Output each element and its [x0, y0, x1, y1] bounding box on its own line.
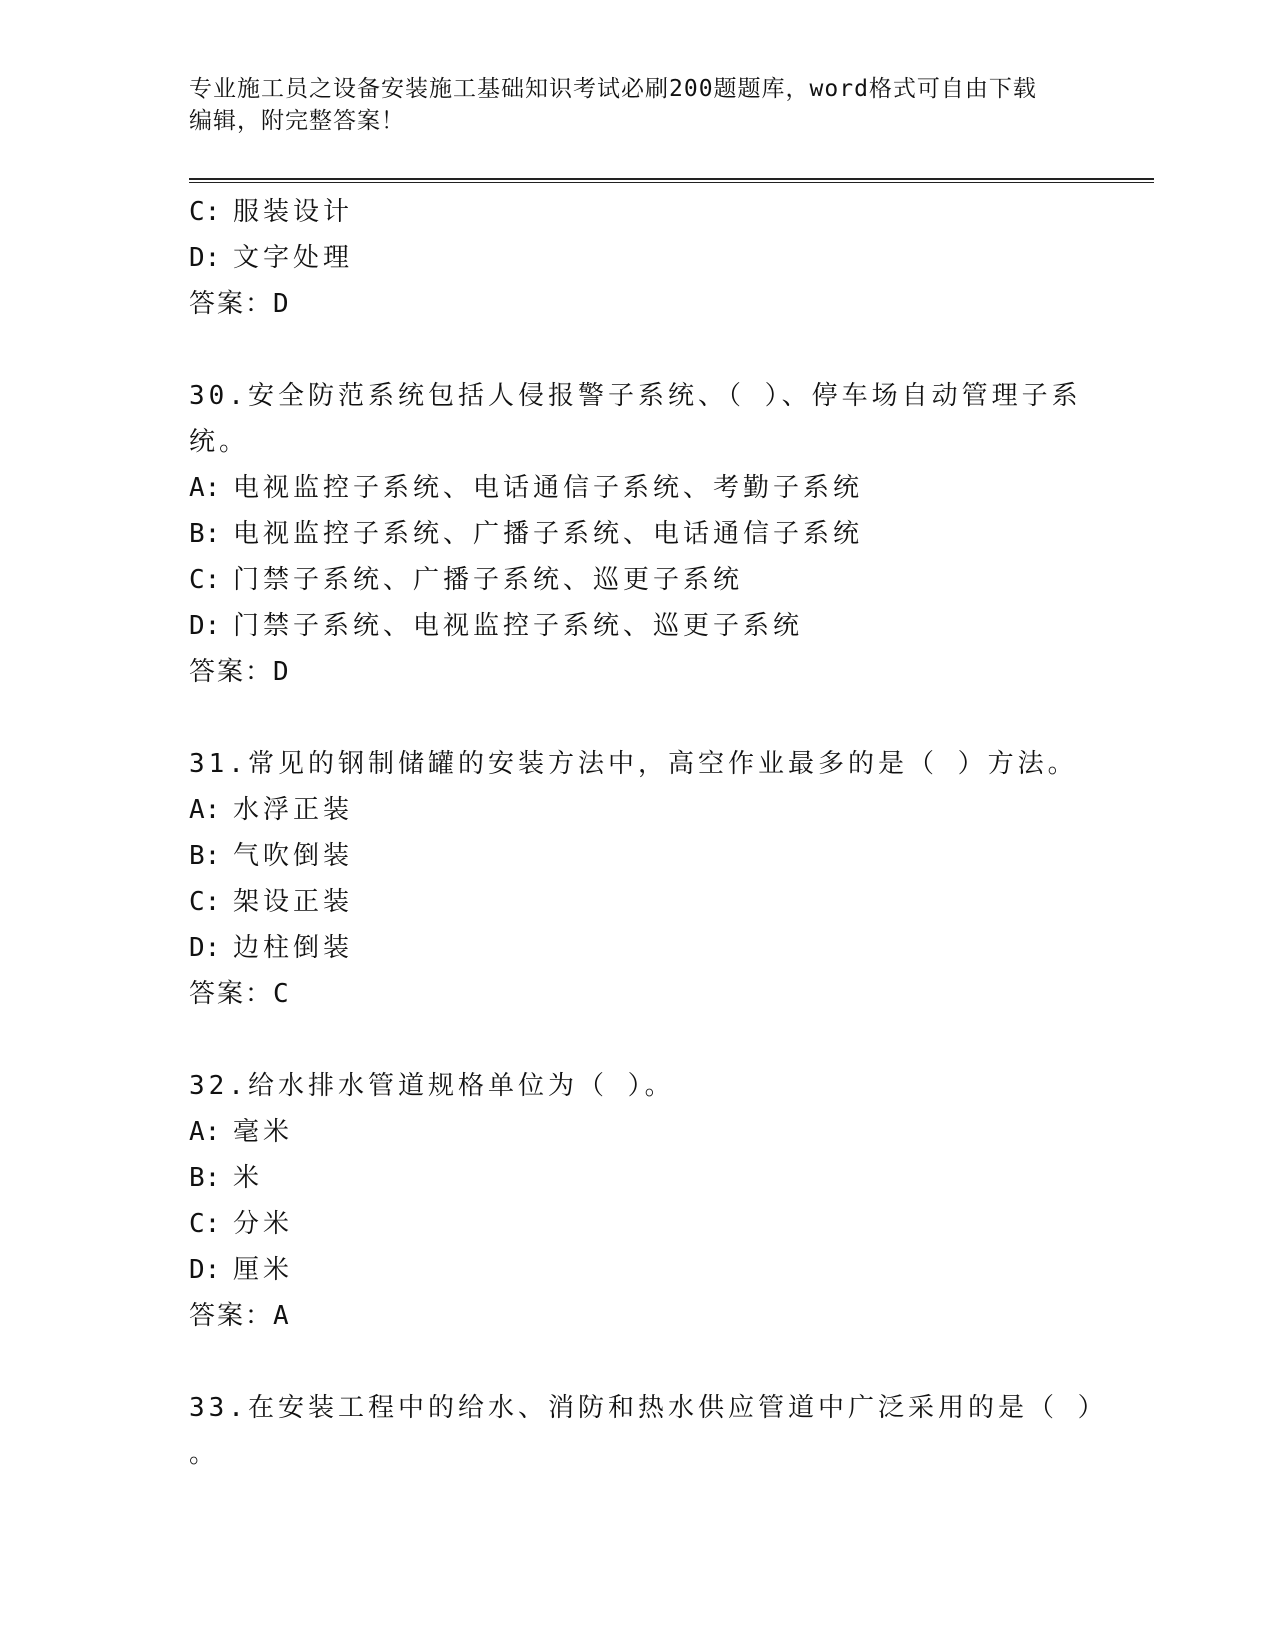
option-text: 架设正装	[233, 887, 354, 917]
option-text: 毫米	[233, 1117, 294, 1147]
answer-line: 答案：A	[189, 1301, 291, 1331]
option-letter: C:	[189, 887, 221, 917]
option-d	[189, 235, 1089, 281]
option-letter: C:	[189, 565, 221, 595]
option-c	[189, 189, 1089, 235]
option-letter: C:	[189, 197, 221, 227]
option-text: 电视监控子系统、电话通信子系统、考勤子系统	[233, 473, 864, 503]
option-letter: D:	[189, 933, 221, 963]
question-stem: 33.在安装工程中的给水、消防和热水供应管道中广泛采用的是（ ）	[189, 1393, 1108, 1423]
option-text: 气吹倒装	[233, 841, 354, 871]
option-text: 电视监控子系统、广播子系统、电话通信子系统	[233, 519, 864, 549]
option-text: 厘米	[233, 1255, 294, 1285]
option-c	[189, 1201, 1089, 1247]
option-text: 服装设计	[233, 197, 354, 227]
answer-line: 答案：C	[189, 979, 291, 1009]
option-b	[189, 1155, 1089, 1201]
option-text: 水浮正装	[233, 795, 354, 825]
option-text: 文字处理	[233, 243, 354, 273]
option-b	[189, 833, 1089, 879]
option-text: 分米	[233, 1209, 294, 1239]
option-letter: D:	[189, 1255, 221, 1285]
option-a	[189, 787, 1089, 833]
question-stem-continued: 统。	[189, 427, 250, 457]
option-c	[189, 557, 1089, 603]
option-b	[189, 511, 1089, 557]
header-line-2: 编辑，附完整答案！	[189, 108, 405, 134]
header-divider-thin	[189, 182, 1154, 183]
option-c	[189, 879, 1089, 925]
document-body	[189, 189, 1108, 1477]
answer-line: 答案：D	[189, 657, 291, 687]
option-d	[189, 1247, 1089, 1293]
option-letter: A:	[189, 1117, 221, 1147]
option-letter: A:	[189, 795, 221, 825]
option-letter: B:	[189, 1163, 221, 1193]
spacer	[189, 1339, 1089, 1385]
question-stem: 30.安全防范系统包括人侵报警子系统、（ ）、停车场自动管理子系	[189, 381, 1082, 411]
option-text: 门禁子系统、电视监控子系统、巡更子系统	[233, 611, 804, 641]
question-stem: 32.给水排水管道规格单位为（ ）。	[189, 1071, 675, 1101]
option-letter: D:	[189, 243, 221, 273]
spacer	[189, 695, 1089, 741]
question-33	[189, 1385, 1108, 1477]
question-stem-continued: 。	[189, 1439, 220, 1469]
option-d	[189, 603, 1089, 649]
header-divider-thick	[189, 178, 1154, 180]
header-line-1: 专业施工员之设备安装施工基础知识考试必刷200题题库，word格式可自由下载	[189, 76, 1037, 102]
option-letter: B:	[189, 519, 221, 549]
spacer	[189, 1017, 1089, 1063]
option-text: 门禁子系统、广播子系统、巡更子系统	[233, 565, 744, 595]
question-stem: 31.常见的钢制储罐的安装方法中，高空作业最多的是（ ）方法。	[189, 749, 1078, 779]
option-letter: D:	[189, 611, 221, 641]
option-letter: A:	[189, 473, 221, 503]
document-header	[189, 73, 1089, 137]
answer-line: 答案：D	[189, 289, 291, 319]
question-30	[189, 373, 1089, 695]
option-letter: B:	[189, 841, 221, 871]
option-d	[189, 925, 1089, 971]
option-a	[189, 1109, 1089, 1155]
option-letter: C:	[189, 1209, 221, 1239]
spacer	[189, 327, 1089, 373]
option-text: 边柱倒装	[233, 933, 354, 963]
question-29-tail	[189, 189, 1089, 327]
question-32	[189, 1063, 1089, 1339]
option-a	[189, 465, 1089, 511]
option-text: 米	[233, 1163, 264, 1193]
question-31	[189, 741, 1089, 1017]
